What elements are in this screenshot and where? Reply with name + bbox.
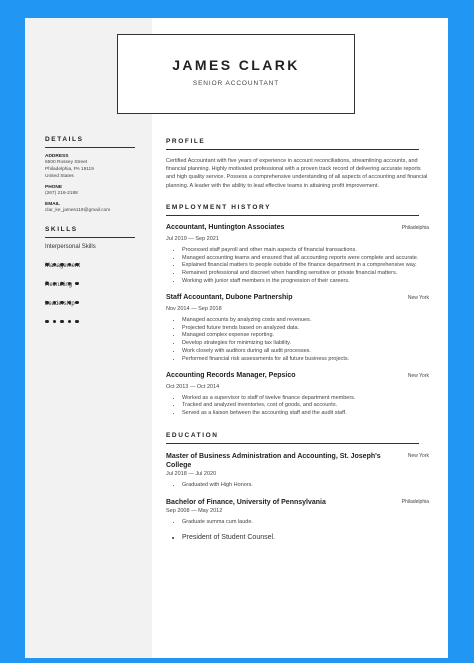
- job-bullet: • Managed accounts by analyzing costs and revenues.: [182, 317, 429, 325]
- job-bullet: • Worked as a supervisor to staff of twelve finance department members.: [182, 395, 429, 403]
- job-location: New York: [407, 372, 429, 379]
- job-bullet: • Working with junior staff members in the progression of their careers.: [182, 278, 429, 286]
- resume-page: [25, 18, 448, 658]
- details-heading: DETAILS: [45, 136, 135, 148]
- education-dates: Jul 2018 — Jul 2020: [166, 470, 217, 477]
- job-title: Staff Accountant, Dubone Partnership: [166, 293, 293, 301]
- skill-item: [45, 282, 135, 296]
- job-bullet: • Performed financial risk assessments for all future business projects.: [182, 356, 429, 364]
- skill-item: [45, 263, 135, 277]
- job-bullets: [166, 247, 429, 286]
- job-bullet: • Develop strategies for minimizing tax liability.: [182, 340, 429, 348]
- education-list: [166, 452, 429, 543]
- job-bullet: • Explained financial matters to people outside of the finance department in a comprehensive way.: [182, 262, 429, 270]
- skill-level-dot: [75, 301, 79, 305]
- skill-level-dot: [53, 320, 57, 324]
- job-header: [166, 224, 429, 234]
- skill-item: [45, 301, 135, 315]
- sidebar-content: [45, 136, 135, 315]
- education-bullet: • Graduate summa cum laude.: [182, 519, 429, 527]
- skill-name: Recruiting: [45, 282, 73, 288]
- skill-level-dot: [75, 320, 79, 324]
- profile-heading: PROFILE: [166, 138, 419, 150]
- jobs-list: [166, 224, 429, 418]
- email-value: clar_ke_james119@gmail.com: [45, 208, 111, 213]
- job-header: [166, 372, 429, 382]
- address-line: Philadelphia, PA 19119: [45, 167, 94, 172]
- skill-level-dot: [75, 282, 79, 286]
- education-title: Master of Business Administration and Accounting, St. Joseph's College: [166, 452, 381, 469]
- sidebar: [25, 18, 152, 658]
- skill-level-dots: [45, 310, 135, 315]
- job-bullet: • Served as a liaison between the accounting staff and the audit staff.: [182, 410, 429, 418]
- education-location: New York: [407, 452, 429, 459]
- skill-name: Leadership: [45, 301, 75, 307]
- main-content: [166, 138, 429, 543]
- job-location: New York: [407, 294, 429, 301]
- education-location: Philadelphia: [401, 498, 429, 505]
- address-line: 6500 Rossey Street: [45, 160, 88, 165]
- skills-list: [45, 244, 135, 315]
- employment-heading: EMPLOYMENT HISTORY: [166, 204, 419, 216]
- skill-level-dots: [45, 253, 135, 258]
- job-bullet: • Processed staff payroll and other main aspects of financial transactions.: [182, 247, 429, 255]
- education-heading: EDUCATION: [166, 432, 419, 444]
- skills-heading: SKILLS: [45, 226, 135, 238]
- skill-name: Management: [45, 263, 81, 269]
- job-dates: Oct 2013 — Oct 2014: [166, 383, 220, 390]
- job-title: Accountant, Huntington Associates: [166, 223, 285, 231]
- education-header: [166, 498, 429, 507]
- education-bullets: [166, 482, 429, 490]
- job-title: Accounting Records Manager, Pepsico: [166, 371, 296, 379]
- profile-text: Certified Accountant with five years of experience in account reconciliations, streamlining accounts, and financial planning. Highly motivated professional with a proven track record of delivering accurate reports and high quality service. Possess a comprehensive understanding of all aspects of accounting and financial planning. A leader with the ability to lead effective teams in attaining profit improvement.: [166, 158, 428, 189]
- skill-item: [45, 244, 135, 258]
- job-bullet: • Managed complex expense reporting.: [182, 332, 429, 340]
- job-dates: Nov 2014 — Sep 2018: [166, 305, 222, 312]
- job-bullets: [166, 395, 429, 418]
- education-entry: [166, 498, 429, 543]
- name-header-box: [117, 34, 355, 114]
- education-header: [166, 452, 429, 470]
- education-title: Bachelor of Finance, University of Pennsylvania: [166, 498, 326, 506]
- skill-level-dots: [45, 291, 135, 296]
- address-label: ADDRESS: [45, 154, 69, 159]
- address-line: United States: [45, 174, 74, 179]
- candidate-name: JAMES CLARK: [172, 57, 300, 73]
- education-bullet: • Graduated with High Honors.: [182, 482, 429, 490]
- candidate-title: SENIOR ACCOUNTANT: [192, 80, 280, 87]
- email-label: EMAIL: [45, 202, 60, 207]
- job-bullet: • Remained professional and discreet when handling sensitive or private financial matters.: [182, 270, 429, 278]
- education-dates: Sep 2008 — May 2012: [166, 507, 223, 514]
- job-bullet: • Work closely with auditors during all audit processes.: [182, 348, 429, 356]
- job-entry: [166, 224, 429, 286]
- job-entry: [166, 372, 429, 418]
- job-dates: Jul 2019 — Sep 2021: [166, 235, 219, 242]
- job-location: Philadelphia: [401, 224, 429, 231]
- skill-name: Interpersonal Skills: [45, 244, 96, 250]
- job-bullet: • Tracked and analyzed inventories, cost of goods, and accounts.: [182, 402, 429, 410]
- skill-level-dot: [45, 320, 49, 324]
- education-bullets: [166, 519, 429, 543]
- phone-value: (267) 216-2188: [45, 191, 78, 196]
- job-entry: [166, 294, 429, 364]
- phone-label: PHONE: [45, 185, 63, 190]
- education-bullet: • President of Student Counsel.: [182, 533, 429, 543]
- job-bullets: [166, 317, 429, 364]
- skill-level-dot: [60, 320, 64, 324]
- education-entry: [166, 452, 429, 490]
- job-bullet: • Managed accounting teams and ensured that all accounting reports were complete and accurate.: [182, 255, 429, 263]
- skill-level-dots: [45, 272, 135, 277]
- skill-level-dot: [68, 320, 72, 324]
- job-bullet: • Projected future trends based on analyzed data.: [182, 325, 429, 333]
- job-header: [166, 294, 429, 304]
